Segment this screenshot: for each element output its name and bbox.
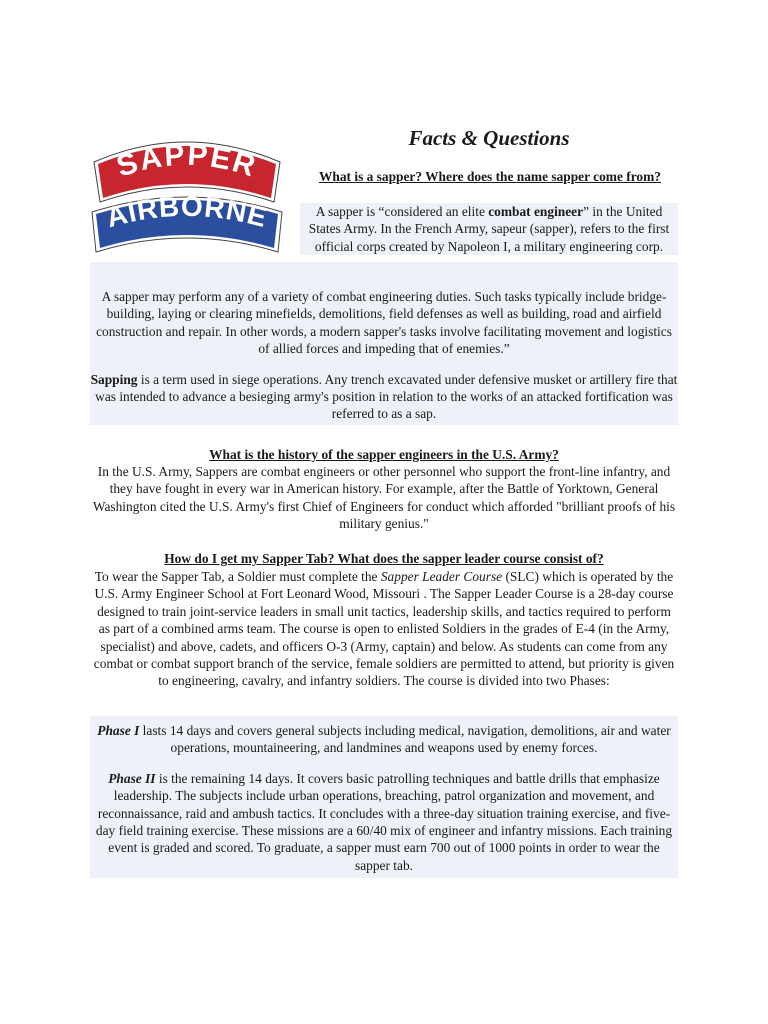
phases-block (90, 716, 678, 878)
question-history: What is the history of the sapper engineers in the U.S. Army? (209, 447, 559, 462)
duties-block (90, 262, 678, 425)
page-title: Facts & Questions (408, 126, 570, 150)
intro-paragraph (300, 203, 678, 255)
phase-1-paragraph (90, 722, 678, 757)
logo-top-text: SAPPER (112, 138, 261, 184)
phase-2-paragraph (90, 770, 678, 874)
intro-text-pre: A sapper is “considered an elite (315, 204, 489, 219)
sapper-airborne-tab-logo (88, 128, 284, 258)
phase-2-text: is the remaining 14 days. It covers basic patrolling techniques and battle drills that emphasize leadership. The subjects include urban operations, breaching, patrol organization and movement, and reconnaissance, raid and ambush tactics. It concludes with a three-day situation training exercise, and five-day field training exercise. These missions are a 60/40 mix of engineer and infantry missions. Each training event is graded and scored. To graduate, a sapper must earn 700 out of 1000 points in order to wear the sapper tab. (95, 770, 673, 873)
intro-text-bold: combat engineer (488, 204, 584, 219)
sapping-paragraph (90, 371, 678, 425)
phase-1-label: Phase I (97, 723, 140, 738)
tab-text-post: (SLC) which is operated by the U.S. Army Engineer School at Fort Leonard Wood, Missouri . The Sapper Leader Course is a 28-day course designed to train joint-service leaders in small unit tactics, leadership skills, and tactics required to perform as part of a combined arms team. The course is open to enlisted Soldiers in the grades of E-4 (in the Army, specialist) and above, cadets, and officers O-3 (Army, captain) and below. As students can come from any combat or combat support branch of the service, female soldiers are permitted to attend, but priority is given to engineering, cavalry, and infantry soldiers. The course is divided into two Phases: (93, 569, 675, 689)
question-what-is-sapper: What is a sapper? Where does the name sapper come from? (319, 169, 661, 184)
phase-2-label: Phase II (108, 770, 156, 786)
history-paragraph: In the U.S. Army, Sappers are combat engineers or other personnel who support the front-line infantry, and they have fought in every war in American history. For example, after the Battle of Yorktown, General Washington cited the U.S. Army's first Chief of Engineers for conduct which afforded "brilliant proofs of his military genius." (92, 464, 676, 532)
sapper-airborne-tab-graphic (88, 128, 284, 258)
logo-bottom-text: AIRBORNE (103, 190, 271, 234)
sapping-text: is a term used in siege operations. Any trench excavated under defensive musket or artillery fire that was intended to advance a besieging army's position in relation to the works of an attacked fortification was referred to as a sap. (95, 371, 678, 422)
tab-text-course: Sapper Leader Course (380, 569, 503, 584)
phase-1-text: lasts 14 days and covers general subjects including medical, navigation, demolitions, air and water operations, mountaineering, and landmines and weapons used by enemy forces. (139, 723, 671, 756)
duties-paragraph: A sapper may perform any of a variety of combat engineering duties. Such tasks typically include bridge-building, laying or clearing minefields, demolitions, field defenses as well as building, road and airfield construction and repair. In other words, a modern sapper's tasks involve facilitating movement and logistics of allied forces and impeding that of enemies.” (96, 289, 672, 357)
question-sapper-tab: How do I get my Sapper Tab? What does the sapper leader course consist of? (164, 551, 604, 566)
intro-text-post: ” in the United States Army. In the French Army, sapeur (sapper), refers to the first official corps created by Napoleon I, a military engineering corp. (308, 204, 670, 254)
sapper-tab-paragraph (90, 568, 678, 690)
tab-text-pre: To wear the Sapper Tab, a Soldier must complete the (94, 569, 381, 584)
sapping-term: Sapping (90, 371, 138, 387)
